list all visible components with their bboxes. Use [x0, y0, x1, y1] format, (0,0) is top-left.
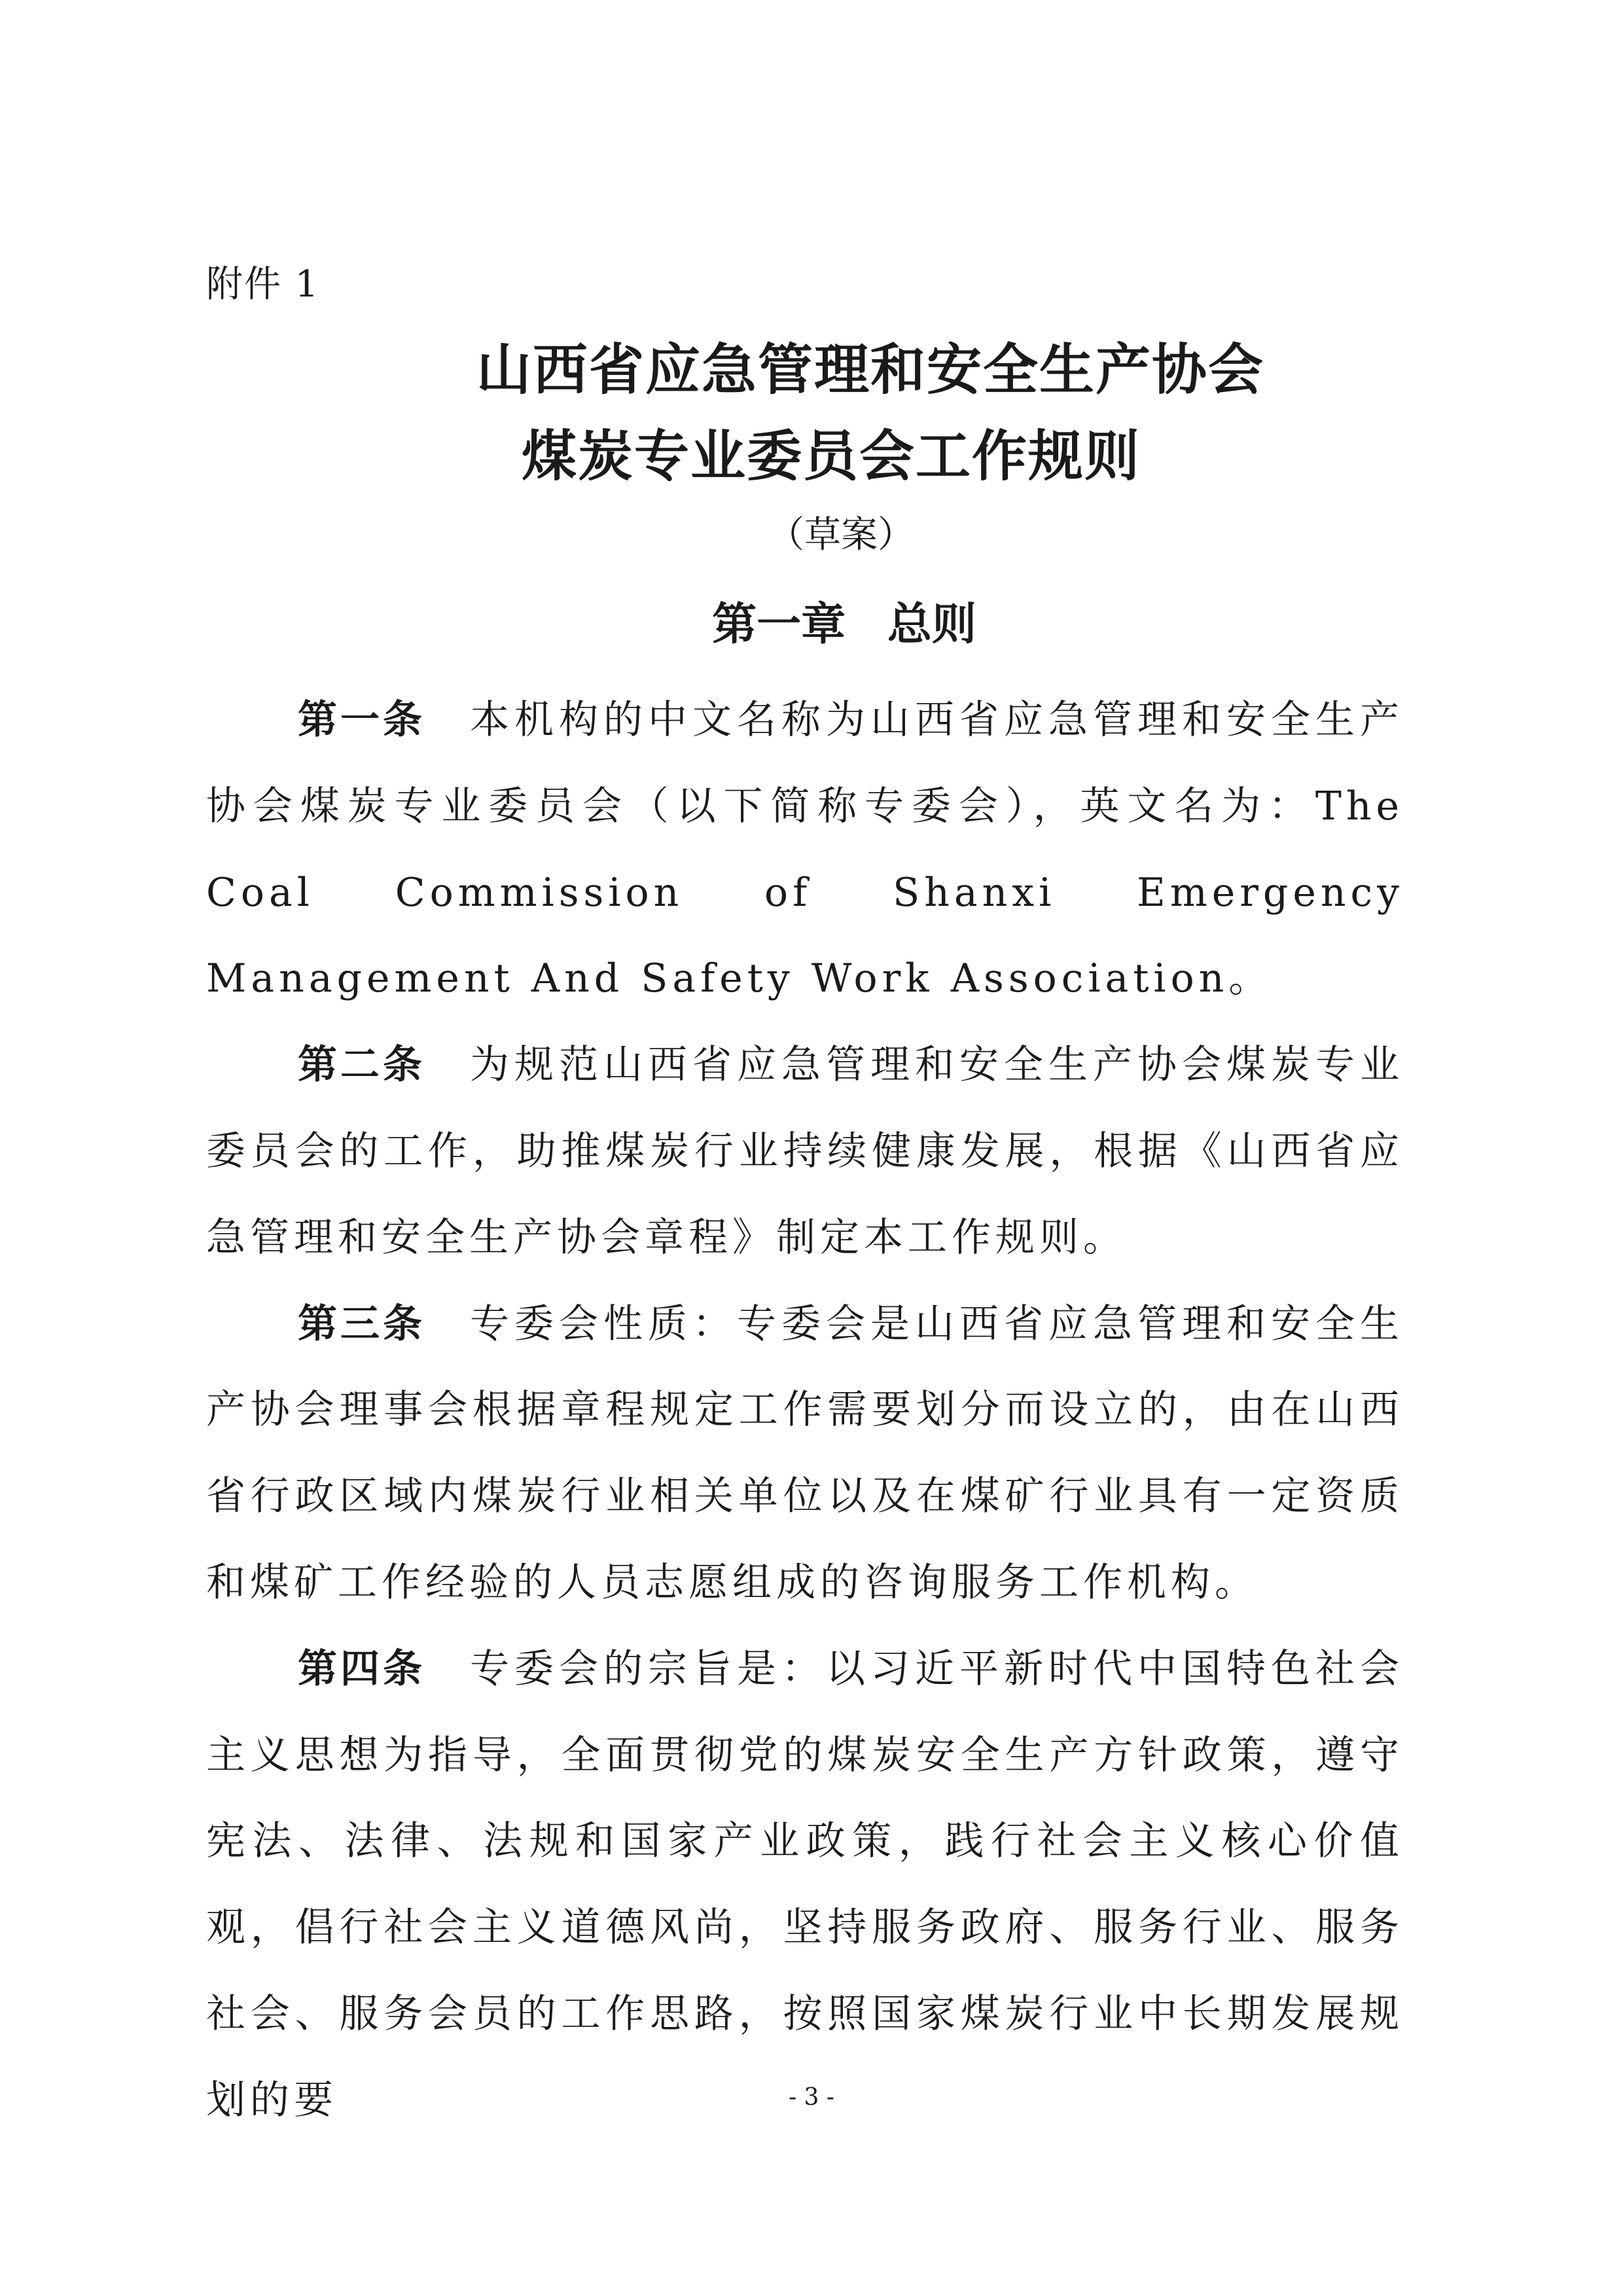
- chapter-heading: 第一章 总则: [712, 599, 976, 651]
- page-number: - 3 -: [788, 2084, 835, 2111]
- article-2-label: 第二条: [298, 1042, 425, 1088]
- article-2-text: 为规范山西省应急管理和安全生产协会煤炭专业委员会的工作，助推煤炭行业持续健康发展，根据《山西省应急管理和安全生产协会章程》制定本工作规则。: [206, 1042, 1404, 1261]
- article-4-label: 第四条: [298, 1645, 425, 1692]
- article-1-label: 第一条: [298, 697, 425, 743]
- draft-note: （草案）: [768, 514, 914, 556]
- document-title-line-1: 山西省应急管理和安全生产协会: [476, 338, 1264, 402]
- article-4-text: 专委会的宗旨是：以习近平新时代中国特色社会主义思想为指导，全面贯彻党的煤炭安全生产方针政策，遵守宪法、法律、法规和国家产业政策，践行社会主义核心价值观，倡行社会主义道德风尚，坚持服务政府、服务行业、服务社会、服务会员的工作思路，按照国家煤炭行业中长期发展规划的要: [206, 1645, 1404, 2123]
- article-4: [206, 1626, 1404, 2144]
- article-3: [206, 1282, 1404, 1626]
- article-3-label: 第三条: [298, 1300, 425, 1347]
- document-title-line-2: 煤炭专业委员会工作规则: [521, 424, 1141, 488]
- document-body: [206, 677, 1404, 2144]
- article-2: [206, 1022, 1404, 1281]
- article-3-text: 专委会性质：专委会是山西省应急管理和安全生产协会理事会根据章程规定工作需要划分而设立的，由在山西省行政区域内煤炭行业相关单位以及在煤矿行业具有一定资质和煤矿工作经验的人员志愿组成的咨询服务工作机构。: [206, 1300, 1404, 1605]
- article-1: [206, 677, 1404, 1022]
- article-1-text: 本机构的中文名称为山西省应急管理和安全生产协会煤炭专业委员会（以下简称专委会），英文名为：The Coal Commission of Shanxi Emergency Management And Safety Work Association。: [206, 697, 1404, 1002]
- attachment-label: 附件 1: [206, 263, 320, 306]
